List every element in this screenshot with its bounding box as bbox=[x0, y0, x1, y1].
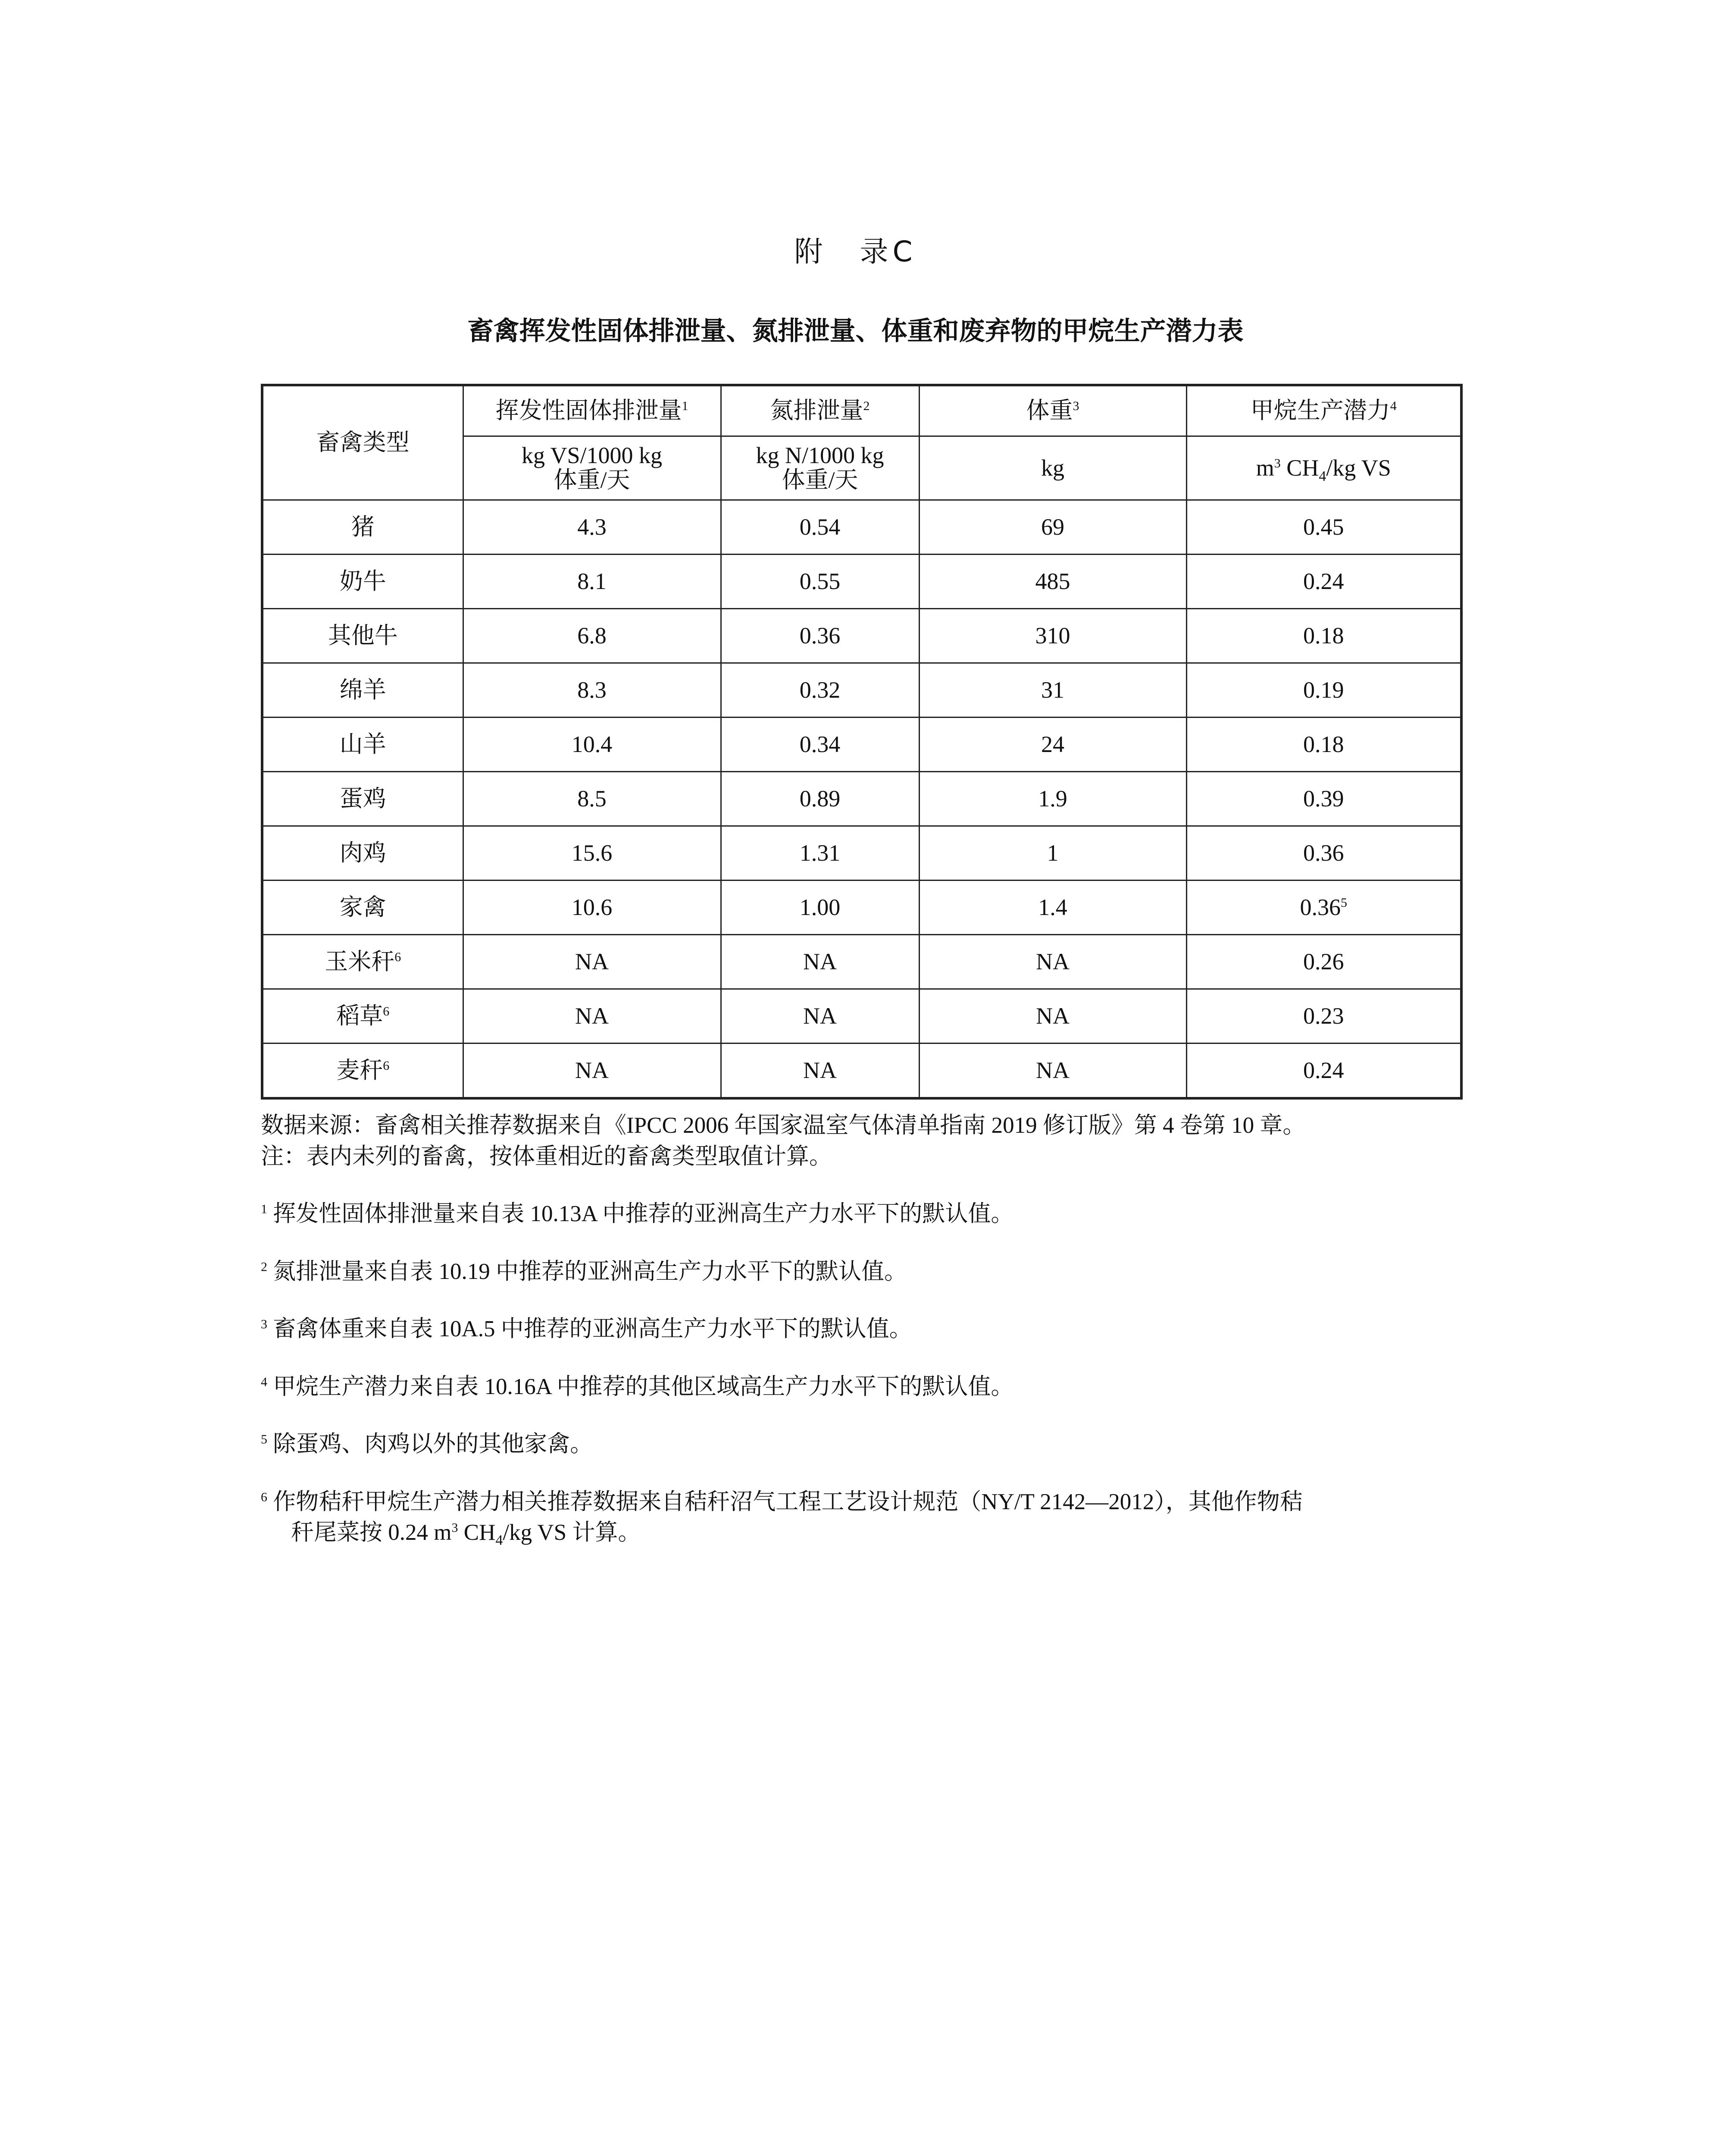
cell-type: 玉米秆$^6$ bbox=[262, 934, 463, 989]
cell-vs: NA bbox=[463, 1043, 721, 1098]
cell-type: 蛋鸡 bbox=[262, 771, 463, 826]
cell-n: 0.55 bbox=[721, 554, 919, 608]
table-row bbox=[262, 934, 1461, 989]
cell-n: 0.32 bbox=[721, 663, 919, 717]
cell-type: 麦秆$^6$ bbox=[262, 1043, 463, 1098]
cell-weight: 69 bbox=[919, 500, 1186, 554]
footnote-6: $^6$ 作物秸秆甲烷生产潜力相关推荐数据来自秸秆沼气工程工艺设计规范（NY/T 2142—2012），其他作物秸 bbox=[261, 1489, 1303, 1514]
cell-n: NA bbox=[721, 1043, 919, 1098]
table-row bbox=[262, 1043, 1461, 1098]
cell-type: 山羊 bbox=[262, 717, 463, 771]
cell-type: 绵羊 bbox=[262, 663, 463, 717]
cell-weight: NA bbox=[919, 1043, 1186, 1098]
cell-n: 1.00 bbox=[721, 880, 919, 934]
cell-vs: 8.1 bbox=[463, 554, 721, 608]
cell-weight: NA bbox=[919, 989, 1186, 1043]
footnote-6-continued: 秆尾菜按 0.24 $m^3$ $CH_4/kg$ VS 计算。 bbox=[291, 1520, 641, 1548]
cell-methane: 0.24 bbox=[1186, 554, 1461, 608]
appendix-title: 附 录C bbox=[794, 235, 917, 268]
table-row bbox=[262, 880, 1461, 934]
table-header-row bbox=[262, 385, 1461, 436]
table-row bbox=[262, 989, 1461, 1043]
footnote-3: $^3$ 畜禽体重来自表 10A.5 中推荐的亚洲高生产力水平下的默认值。 bbox=[261, 1316, 912, 1342]
cell-methane: 0.45 bbox=[1186, 500, 1461, 554]
table-row bbox=[262, 500, 1461, 554]
cell-n: 0.34 bbox=[721, 717, 919, 771]
cell-vs: 4.3 bbox=[463, 500, 721, 554]
footnote-4: $^4$ 甲烷生产潜力来自表 10.16A 中推荐的其他区域高生产力水平下的默认值。 bbox=[261, 1374, 1014, 1399]
cell-n: NA bbox=[721, 934, 919, 989]
cell-methane: 0.19 bbox=[1186, 663, 1461, 717]
table-row bbox=[262, 717, 1461, 771]
cell-type: 肉鸡 bbox=[262, 826, 463, 880]
unit-methane: $m^3$ $CH_4/kg$ VS bbox=[1186, 436, 1461, 500]
cell-methane: 0.36$^5$ bbox=[1186, 880, 1461, 934]
cell-methane: 0.18 bbox=[1186, 608, 1461, 663]
header-vs-excretion: 挥发性固体排泄量$^1$ bbox=[463, 385, 721, 436]
cell-vs: 8.3 bbox=[463, 663, 721, 717]
cell-n: NA bbox=[721, 989, 919, 1043]
cell-type: 其他牛 bbox=[262, 608, 463, 663]
cell-type: 奶牛 bbox=[262, 554, 463, 608]
cell-weight: 24 bbox=[919, 717, 1186, 771]
cell-n: 1.31 bbox=[721, 826, 919, 880]
cell-type: 家禽 bbox=[262, 880, 463, 934]
cell-methane: 0.39 bbox=[1186, 771, 1461, 826]
cell-weight: 310 bbox=[919, 608, 1186, 663]
cell-vs: NA bbox=[463, 989, 721, 1043]
table-title: 畜禽挥发性固体排泄量、氮排泄量、体重和废弃物的甲烷生产潜力表 bbox=[467, 316, 1244, 346]
header-methane-potential: 甲烷生产潜力$^4$ bbox=[1186, 385, 1461, 436]
cell-vs: 6.8 bbox=[463, 608, 721, 663]
cell-vs: 10.6 bbox=[463, 880, 721, 934]
table-row bbox=[262, 826, 1461, 880]
cell-weight: 1.4 bbox=[919, 880, 1186, 934]
unit-weight: kg bbox=[919, 436, 1186, 500]
cell-weight: 31 bbox=[919, 663, 1186, 717]
table-row bbox=[262, 663, 1461, 717]
cell-type: 猪 bbox=[262, 500, 463, 554]
cell-vs: 15.6 bbox=[463, 826, 721, 880]
cell-type: 稻草$^6$ bbox=[262, 989, 463, 1043]
cell-weight: 1.9 bbox=[919, 771, 1186, 826]
unit-vs: kg VS/1000 kg 体重/天 bbox=[463, 436, 721, 500]
header-body-weight: 体重$^3$ bbox=[919, 385, 1186, 436]
table-row bbox=[262, 771, 1461, 826]
methane-potential-table bbox=[261, 384, 1463, 1100]
cell-weight: 1 bbox=[919, 826, 1186, 880]
cell-methane: 0.26 bbox=[1186, 934, 1461, 989]
table-notes bbox=[261, 1110, 1468, 1548]
cell-n: 0.36 bbox=[721, 608, 919, 663]
cell-weight: NA bbox=[919, 934, 1186, 989]
cell-methane: 0.36 bbox=[1186, 826, 1461, 880]
unit-n: kg N/1000 kg 体重/天 bbox=[721, 436, 919, 500]
cell-vs: 10.4 bbox=[463, 717, 721, 771]
table-row bbox=[262, 554, 1461, 608]
cell-n: 0.89 bbox=[721, 771, 919, 826]
table-row bbox=[262, 608, 1461, 663]
remark-note: 注：表内未列的畜禽，按体重相近的畜禽类型取值计算。 bbox=[261, 1144, 832, 1169]
header-livestock-type: 畜禽类型 bbox=[262, 385, 463, 500]
cell-vs: NA bbox=[463, 934, 721, 989]
cell-n: 0.54 bbox=[721, 500, 919, 554]
footnote-2: $^2$ 氮排泄量来自表 10.19 中推荐的亚洲高生产力水平下的默认值。 bbox=[261, 1259, 907, 1284]
cell-methane: 0.18 bbox=[1186, 717, 1461, 771]
data-source-note: 数据来源：畜禽相关推荐数据来自《IPCC 2006 年国家温室气体清单指南 2019 修订版》第 4 卷第 10 章。 bbox=[261, 1113, 1306, 1138]
cell-methane: 0.24 bbox=[1186, 1043, 1461, 1098]
cell-vs: 8.5 bbox=[463, 771, 721, 826]
header-n-excretion: 氮排泄量$^2$ bbox=[721, 385, 919, 436]
footnote-1: $^1$ 挥发性固体排泄量来自表 10.13A 中推荐的亚洲高生产力水平下的默认值。 bbox=[261, 1201, 1014, 1227]
cell-weight: 485 bbox=[919, 554, 1186, 608]
cell-methane: 0.23 bbox=[1186, 989, 1461, 1043]
footnote-5: $^5$ 除蛋鸡、肉鸡以外的其他家禽。 bbox=[261, 1432, 593, 1457]
